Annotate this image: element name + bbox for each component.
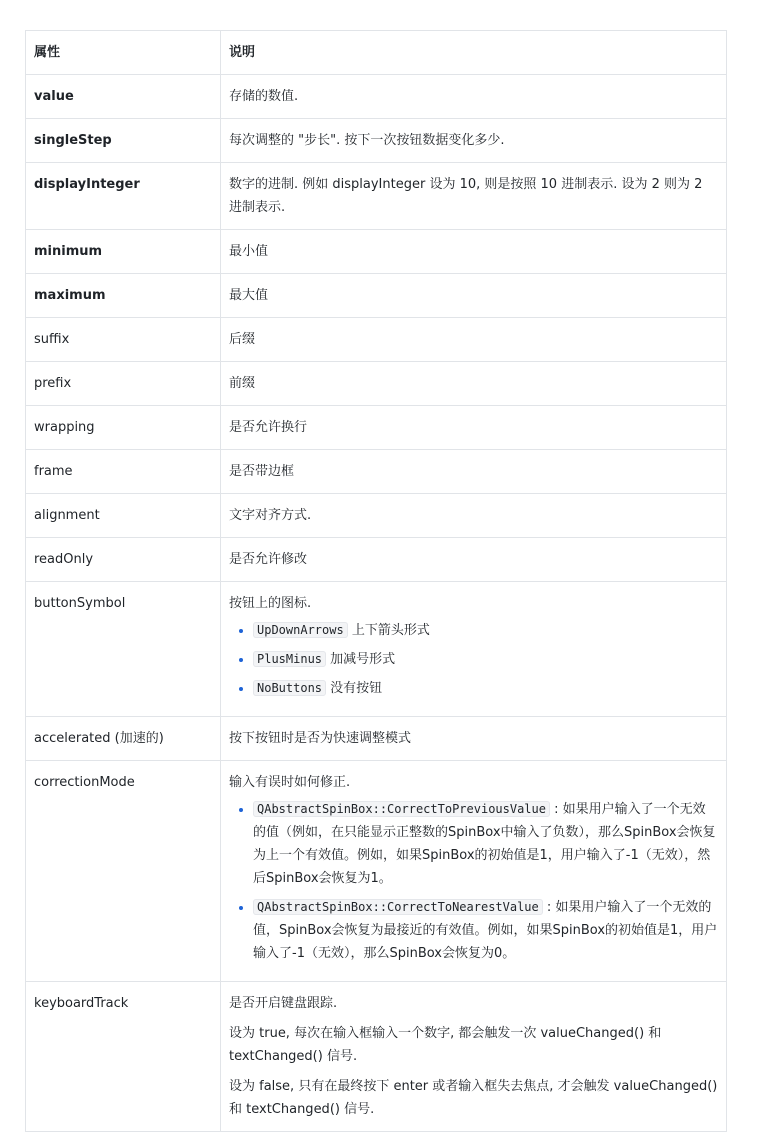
property-name: readOnly xyxy=(26,538,221,582)
property-description xyxy=(221,982,727,1132)
properties-table xyxy=(25,30,727,1132)
property-description: 按下按钮时是否为快速调整模式 xyxy=(221,717,727,761)
header-description: 说明 xyxy=(221,31,727,75)
property-name: displayInteger xyxy=(26,163,221,230)
table-header-row xyxy=(26,31,727,75)
list-item xyxy=(253,648,718,671)
list-item xyxy=(253,798,718,890)
table-row xyxy=(26,163,727,230)
property-name: minimum xyxy=(26,230,221,274)
item-text: : 如果用户输入了一个无效的值（例如，在只能显示正整数的SpinBox中输入了负数），那么SpinBox会恢复为上一个有效值。例如，如果SpinBox的初始值是1，用户输入了-1（无效），然后SpinBox会恢复为1。 xyxy=(253,802,716,886)
table-row xyxy=(26,362,727,406)
property-name: buttonSymbol xyxy=(26,582,221,717)
property-description: 存储的数值. xyxy=(221,75,727,119)
table-row xyxy=(26,406,727,450)
list-item xyxy=(253,896,718,965)
description-text: 是否开启键盘跟踪. xyxy=(229,996,338,1011)
item-text: 加减号形式 xyxy=(330,652,396,667)
keyboard-track-note: 设为 true, 每次在输入框输入一个数字, 都会触发一次 valueChanged() 和 textChanged() 信号. xyxy=(229,1026,662,1064)
code-value: NoButtons xyxy=(253,680,326,696)
property-name: singleStep xyxy=(26,119,221,163)
property-description: 是否带边框 xyxy=(221,450,727,494)
table-row xyxy=(26,717,727,761)
correction-mode-list xyxy=(229,798,718,965)
property-name: suffix xyxy=(26,318,221,362)
property-description: 数字的进制. 例如 displayInteger 设为 10, 则是按照 10 进制表示. 设为 2 则为 2 进制表示. xyxy=(221,163,727,230)
property-description xyxy=(221,582,727,717)
table-row xyxy=(26,318,727,362)
property-name: frame xyxy=(26,450,221,494)
code-value: QAbstractSpinBox::CorrectToNearestValue xyxy=(253,899,543,915)
property-description: 后缀 xyxy=(221,318,727,362)
property-description: 最大值 xyxy=(221,274,727,318)
table-row xyxy=(26,494,727,538)
table-row xyxy=(26,75,727,119)
keyboard-track-note: 设为 false, 只有在最终按下 enter 或者输入框失去焦点, 才会触发 valueChanged() 和 textChanged() 信号. xyxy=(229,1079,718,1117)
property-description: 前缀 xyxy=(221,362,727,406)
table-row xyxy=(26,274,727,318)
property-name: accelerated (加速的) xyxy=(26,717,221,761)
table-row xyxy=(26,538,727,582)
property-name: correctionMode xyxy=(26,761,221,982)
list-item xyxy=(253,619,718,642)
description-text: 输入有误时如何修正. xyxy=(229,775,351,790)
header-property: 属性 xyxy=(26,31,221,75)
code-value: QAbstractSpinBox::CorrectToPreviousValue xyxy=(253,801,550,817)
table-row xyxy=(26,982,727,1132)
item-text: : 如果用户输入了一个无效的值，SpinBox会恢复为最接近的有效值。例如，如果SpinBox的初始值是1，用户输入了-1（无效），那么SpinBox会恢复为0。 xyxy=(253,900,718,961)
property-description: 最小值 xyxy=(221,230,727,274)
property-name: keyboardTrack xyxy=(26,982,221,1132)
code-value: PlusMinus xyxy=(253,651,326,667)
table-row xyxy=(26,119,727,163)
table-row xyxy=(26,761,727,982)
list-item xyxy=(253,677,718,700)
button-symbol-list xyxy=(229,619,718,700)
property-description: 是否允许修改 xyxy=(221,538,727,582)
property-description: 文字对齐方式. xyxy=(221,494,727,538)
property-name: prefix xyxy=(26,362,221,406)
property-description xyxy=(221,761,727,982)
property-description: 每次调整的 "步长". 按下一次按钮数据变化多少. xyxy=(221,119,727,163)
table-row xyxy=(26,582,727,717)
property-name: value xyxy=(26,75,221,119)
property-name: alignment xyxy=(26,494,221,538)
property-description: 是否允许换行 xyxy=(221,406,727,450)
property-name: maximum xyxy=(26,274,221,318)
description-text: 按钮上的图标. xyxy=(229,596,312,611)
table-row xyxy=(26,450,727,494)
item-text: 上下箭头形式 xyxy=(351,623,430,638)
table-row xyxy=(26,230,727,274)
item-text: 没有按钮 xyxy=(330,681,383,696)
code-value: UpDownArrows xyxy=(253,622,348,638)
property-name: wrapping xyxy=(26,406,221,450)
